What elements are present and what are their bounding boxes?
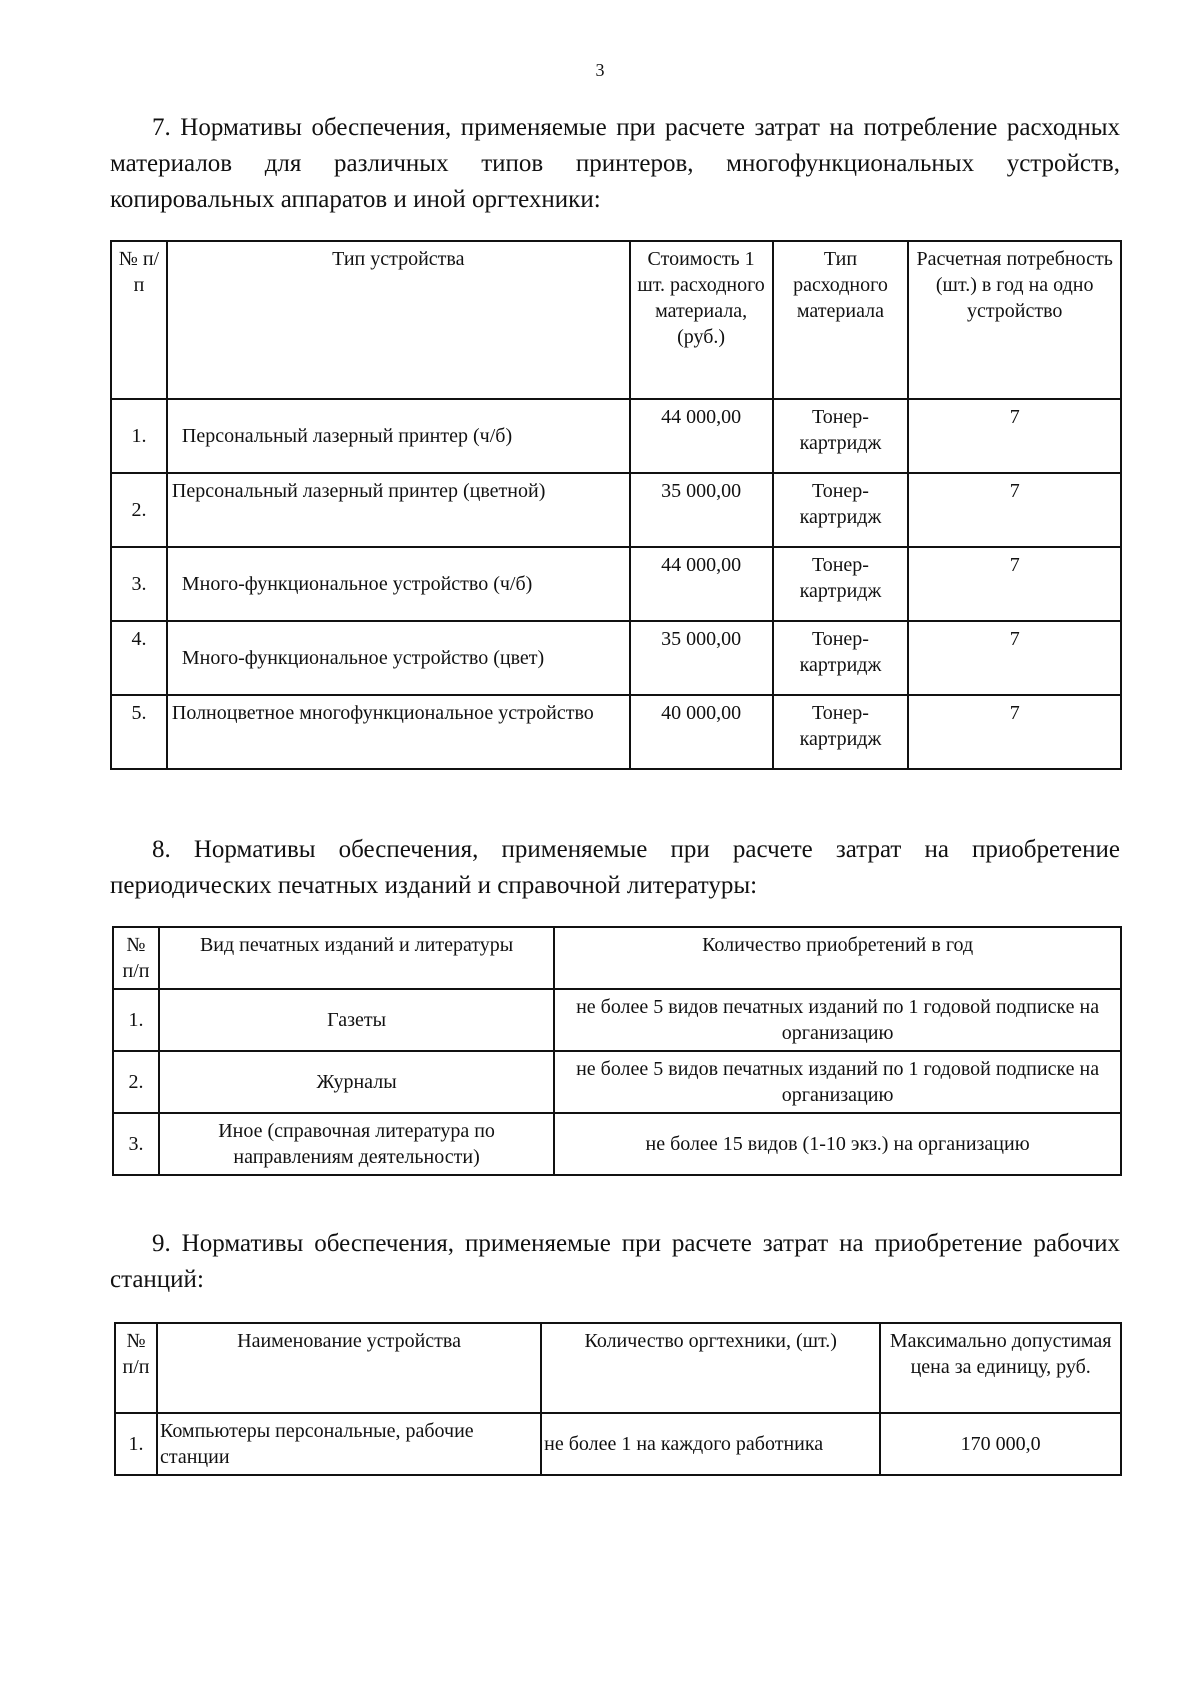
row-material: Тонер-картридж	[773, 473, 909, 547]
table-row	[111, 399, 1121, 473]
row-num: 4.	[111, 621, 167, 695]
row-device: Персональный лазерный принтер (цветной)	[167, 473, 630, 547]
row-qty: не более 5 видов печатных изданий по 1 годовой подписке на организацию	[554, 989, 1121, 1051]
table-row	[113, 1051, 1121, 1113]
header-num: № п/п	[113, 927, 159, 989]
row-kind: Журналы	[159, 1051, 554, 1113]
header-num: № п/п	[115, 1323, 157, 1413]
table-row	[113, 1113, 1121, 1175]
consumables-table	[110, 240, 1122, 770]
table-row	[113, 989, 1121, 1051]
row-need: 7	[908, 695, 1121, 769]
header-device-type: Тип устройства	[167, 241, 630, 399]
header-annual-need: Расчетная потребность (шт.) в год на одно устройство	[908, 241, 1121, 399]
row-need: 7	[908, 621, 1121, 695]
page-number: 3	[595, 60, 605, 80]
row-qty: не более 15 видов (1-10 экз.) на организацию	[554, 1113, 1121, 1175]
row-num: 1.	[115, 1413, 157, 1475]
header-max-price: Максимально допустимая цена за единицу, руб.	[880, 1323, 1121, 1413]
publications-table	[112, 926, 1122, 1176]
table-row	[115, 1413, 1121, 1475]
table-header-row	[115, 1323, 1121, 1413]
row-need: 7	[908, 547, 1121, 621]
row-need: 7	[908, 399, 1121, 473]
header-cost: Стоимость 1 шт. расходного материала, (руб.)	[630, 241, 773, 399]
row-num: 5.	[111, 695, 167, 769]
header-num: № п/п	[111, 241, 167, 399]
row-cost: 44 000,00	[630, 547, 773, 621]
section-9-heading: 9. Нормативы обеспечения, применяемые при расчете затрат на приобретение рабочих станций:	[110, 1230, 1120, 1293]
row-device-name: Компьютеры персональные, рабочие станции	[157, 1413, 541, 1475]
table-row	[111, 473, 1121, 547]
row-cost: 44 000,00	[630, 399, 773, 473]
header-equipment-qty: Количество оргтехники, (шт.)	[541, 1323, 880, 1413]
row-num: 1.	[111, 399, 167, 473]
section-7-heading: 7. Нормативы обеспечения, применяемые при расчете затрат на потребление расходных материалов для различных типов принтеров, многофункциональных устройств, копировальных аппаратов и иной оргтехники:	[110, 114, 1120, 213]
row-num: 2.	[111, 473, 167, 547]
section-8-heading: 8. Нормативы обеспечения, применяемые при расчете затрат на приобретение периодических печатных изданий и справочной литературы:	[110, 836, 1120, 899]
row-device: Много-функциональное устройство (цвет)	[167, 621, 630, 695]
row-device: Персональный лазерный принтер (ч/б)	[167, 399, 630, 473]
row-num: 3.	[113, 1113, 159, 1175]
row-device: Много-функциональное устройство (ч/б)	[167, 547, 630, 621]
row-material: Тонер-картридж	[773, 621, 909, 695]
row-cost: 35 000,00	[630, 473, 773, 547]
row-material: Тонер-картридж	[773, 695, 909, 769]
row-need: 7	[908, 473, 1121, 547]
table-row	[111, 621, 1121, 695]
workstations-table	[114, 1322, 1122, 1476]
row-cost: 35 000,00	[630, 621, 773, 695]
header-purchases-per-year: Количество приобретений в год	[554, 927, 1121, 989]
row-max-price: 170 000,0	[880, 1413, 1121, 1475]
row-qty: не более 5 видов печатных изданий по 1 годовой подписке на организацию	[554, 1051, 1121, 1113]
row-material: Тонер-картридж	[773, 399, 909, 473]
row-device: Полноцветное многофункциональное устройство	[167, 695, 630, 769]
row-kind: Иное (справочная литература по направлениям деятельности)	[159, 1113, 554, 1175]
row-num: 3.	[111, 547, 167, 621]
row-num: 1.	[113, 989, 159, 1051]
row-material: Тонер-картридж	[773, 547, 909, 621]
table-row	[111, 547, 1121, 621]
header-publication-kind: Вид печатных изданий и литературы	[159, 927, 554, 989]
row-cost: 40 000,00	[630, 695, 773, 769]
row-kind: Газеты	[159, 989, 554, 1051]
row-num: 2.	[113, 1051, 159, 1113]
header-material-type: Тип расходного материала	[773, 241, 909, 399]
header-device-name: Наименование устройства	[157, 1323, 541, 1413]
table-header-row	[113, 927, 1121, 989]
row-equipment-qty: не более 1 на каждого работника	[541, 1413, 880, 1475]
table-row	[111, 695, 1121, 769]
table-header-row	[111, 241, 1121, 399]
